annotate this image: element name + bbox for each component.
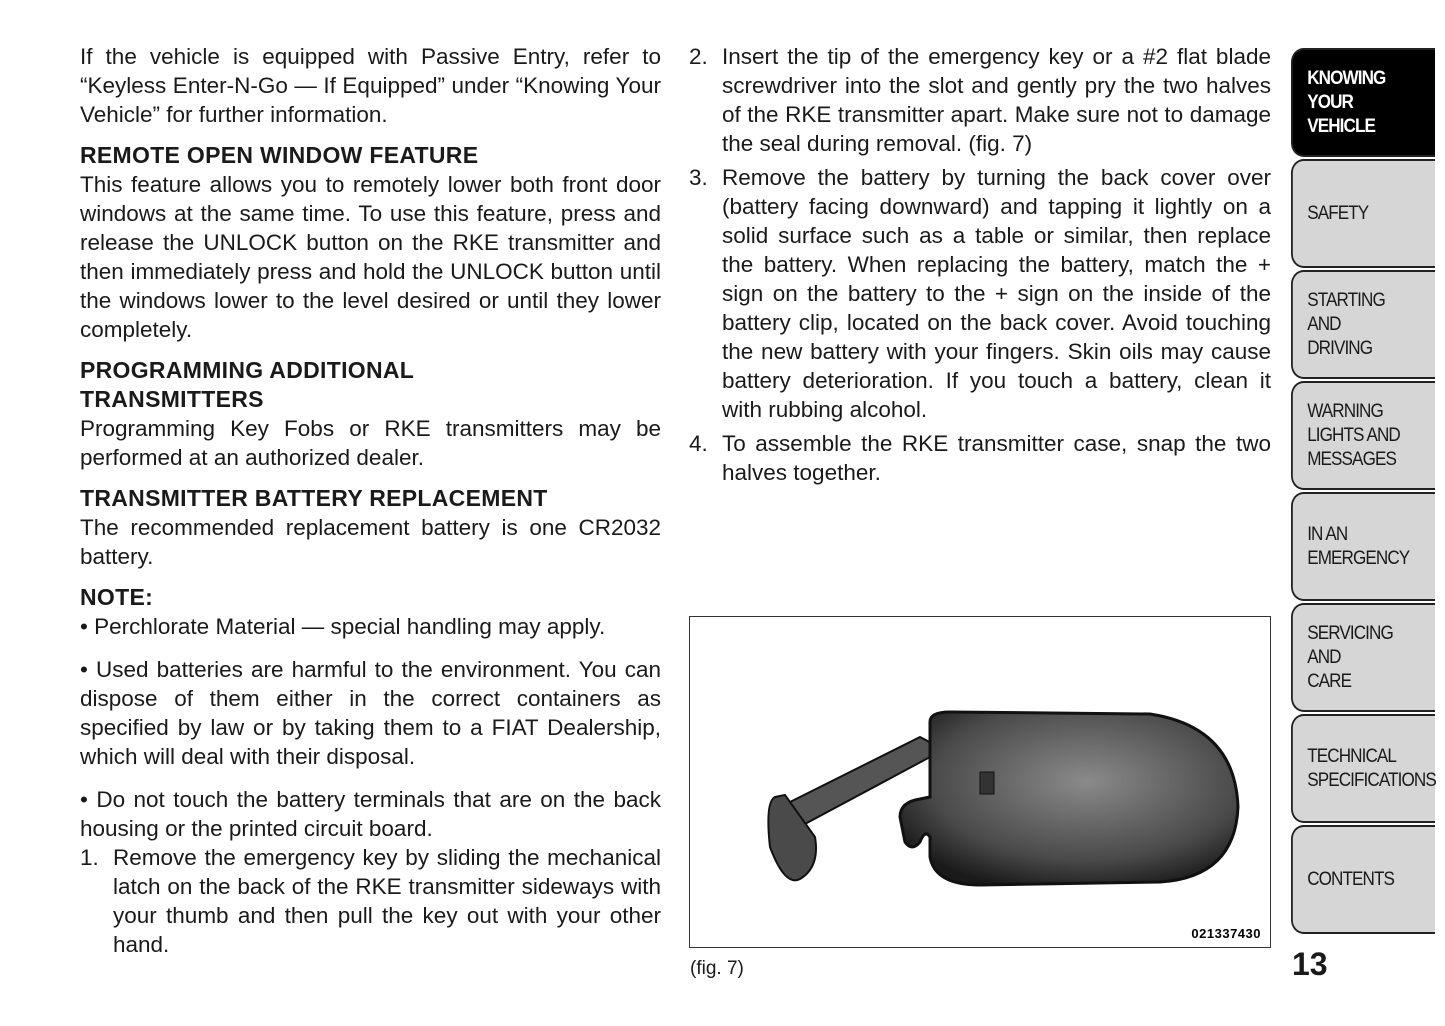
note-bullet: • Do not touch the battery terminals that are on the back housing or the printed circuit board.: [80, 787, 661, 841]
note-bullet: • Perchlorate Material — special handling may apply.: [80, 614, 606, 639]
figure-caption: (fig. 7): [690, 958, 744, 979]
tab-label: STARTING AND DRIVING: [1307, 289, 1385, 359]
step-number: 3.: [689, 165, 708, 190]
remote-window-paragraph: This feature allows you to remotely lower both front door windows at the same time. To use this feature, press and release the UNLOCK button on the RKE transmitter and then immediately press and hold the UNLOCK button until the windows lower to the level desired or until they lower completely.: [80, 172, 661, 342]
tab-starting-and-driving[interactable]: [1291, 270, 1435, 379]
step-number: 2.: [689, 44, 708, 69]
intro-paragraph: If the vehicle is equipped with Passive Entry, refer to “Keyless Enter-N-Go — If Equipped” under “Knowing Your Vehicle” for further information.: [80, 44, 661, 127]
figure-key-fob: [689, 616, 1271, 948]
key-fob-illustration: [690, 617, 1269, 946]
right-column: [689, 42, 1271, 487]
tab-label: TECHNICAL SPECIFICATIONS: [1307, 745, 1436, 791]
note-bullet: • Used batteries are harmful to the environment. You can dispose of them either in the correct containers as specified by law or by taking them to a FIAT Dealership, which will deal with their disposal.: [80, 657, 661, 769]
step-1: [80, 843, 661, 959]
tab-label: KNOWING YOUR VEHICLE: [1307, 67, 1386, 137]
tab-technical-specifications[interactable]: [1291, 714, 1435, 823]
tab-warning-lights[interactable]: [1291, 381, 1435, 490]
figure-code: 021337430: [1191, 926, 1261, 941]
step-3: [689, 163, 1271, 424]
step-text: Insert the tip of the emergency key or a #2 flat blade screwdriver into the slot and gently pry the two halves of the RKE transmitter apart. Make sure not to damage the seal during removal. (fig. 7): [722, 44, 1271, 156]
step-2: [689, 42, 1271, 158]
tab-in-an-emergency[interactable]: [1291, 492, 1435, 601]
tab-servicing-and-care[interactable]: [1291, 603, 1435, 712]
tab-contents[interactable]: [1291, 825, 1435, 934]
tab-label: SERVICING AND CARE: [1307, 622, 1393, 692]
left-column: [80, 42, 661, 959]
heading-battery-replacement: TRANSMITTER BATTERY REPLACEMENT: [80, 485, 548, 511]
heading-programming-transmitters: PROGRAMMING ADDITIONAL TRANSMITTERS: [80, 357, 414, 412]
tab-label: CONTENTS: [1307, 868, 1395, 890]
tab-label: IN AN EMERGENCY: [1307, 523, 1410, 569]
tab-label: WARNING LIGHTS AND MESSAGES: [1307, 400, 1400, 470]
step-number: 4.: [689, 431, 708, 456]
heading-remote-open-window: REMOTE OPEN WINDOW FEATURE: [80, 142, 479, 168]
tab-safety[interactable]: [1291, 159, 1435, 268]
tab-knowing-your-vehicle[interactable]: [1291, 48, 1435, 157]
step-number: 1.: [80, 845, 99, 870]
note-label: NOTE:: [80, 584, 154, 610]
step-text: To assemble the RKE transmitter case, snap the two halves together.: [722, 431, 1271, 485]
step-4: [689, 429, 1271, 487]
step-text: Remove the battery by turning the back cover over (battery facing downward) and tapping it lightly on a solid surface such as a table or similar, then replace the battery. When replacing the battery, match the + sign on the battery to the + sign on the inside of the battery clip, located on the back cover. Avoid touching the new battery with your fingers. Skin oils may cause battery deterioration. If you touch a battery, clean it with rubbing alcohol.: [722, 165, 1271, 422]
step-text: Remove the emergency key by sliding the mechanical latch on the back of the RKE transmitter sideways with your thumb and then pull the key out with your other hand.: [113, 845, 661, 957]
tab-label: SAFETY: [1307, 202, 1369, 224]
battery-paragraph: The recommended replacement battery is one CR2032 battery.: [80, 515, 661, 569]
page-number: 13: [1292, 946, 1328, 982]
chapter-tabs: [1291, 48, 1445, 936]
programming-paragraph: Programming Key Fobs or RKE transmitters may be performed at an authorized dealer.: [80, 416, 661, 470]
